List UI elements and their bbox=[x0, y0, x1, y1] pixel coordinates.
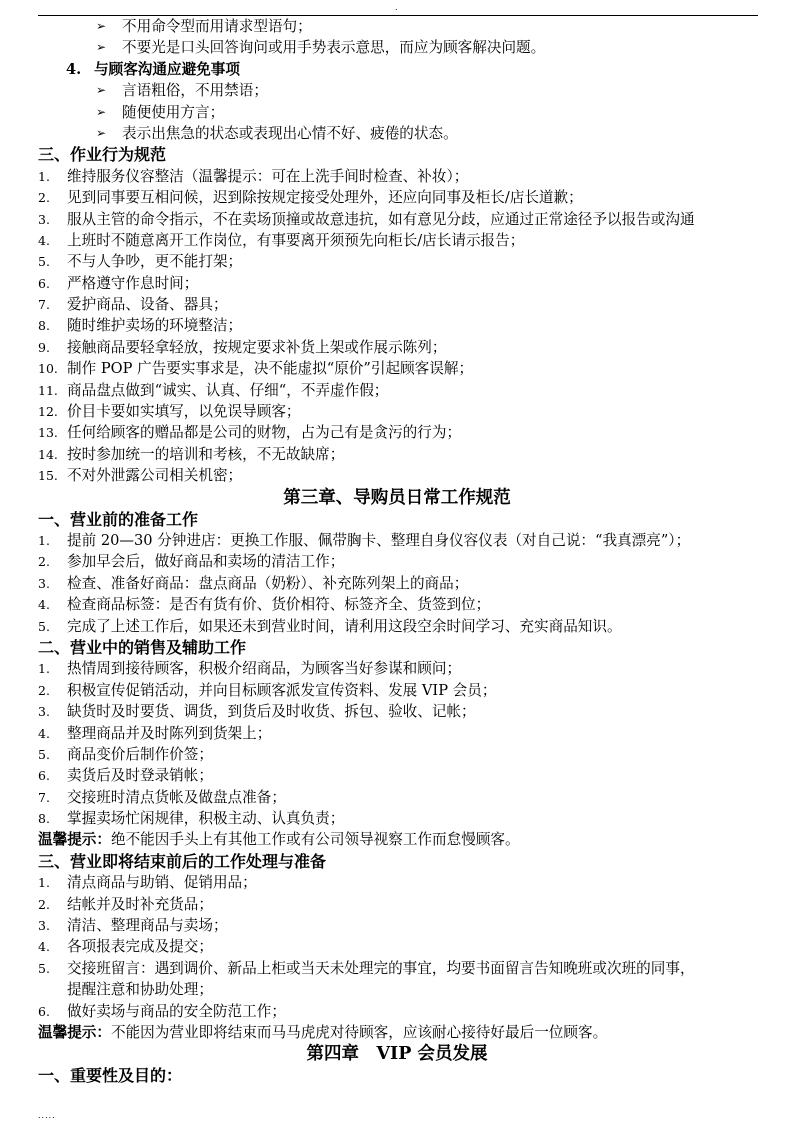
numbered-item bbox=[38, 401, 756, 422]
item-number: 1. bbox=[38, 532, 50, 548]
bullet-text: 不要光是口头回答询问或用手势表示意思，而应为顾客解决问题。 bbox=[122, 39, 546, 57]
numbered-item bbox=[38, 337, 756, 358]
item-text: 参加早会后，做好商品和卖场的清洁工作； bbox=[67, 553, 345, 571]
numbered-item bbox=[38, 872, 756, 893]
item-text: 价目卡要如实填写，以免误导顾客； bbox=[67, 403, 301, 421]
item-number: 9. bbox=[38, 339, 50, 355]
item-continuation bbox=[38, 979, 756, 1000]
item-number: 2. bbox=[38, 190, 50, 206]
bullet-arrow-icon: ➢ bbox=[96, 40, 107, 55]
item-text: 制作 POP 广告要实事求是，决不能虚拟“原价”引起顾客误解； bbox=[67, 360, 474, 378]
numbered-item bbox=[38, 958, 756, 979]
numbered-item bbox=[38, 894, 756, 915]
numbered-item bbox=[38, 594, 756, 615]
item-text: 检查商品标签：是否有货有价、货价相符、标签齐全、货签到位； bbox=[67, 596, 491, 614]
numbered-item bbox=[38, 530, 756, 551]
item-number: 1. bbox=[38, 168, 50, 184]
bullet-text: 随便使用方言； bbox=[122, 103, 225, 121]
item-text: 卖货后及时登录销帐； bbox=[67, 767, 213, 785]
item-number: 11. bbox=[38, 382, 58, 398]
tip-text: 不能因为营业即将结束而马马虎虎对待顾客，应该耐心接待好最后一位顾客。 bbox=[110, 1023, 608, 1041]
item-text: 提醒注意和协助处理； bbox=[67, 981, 213, 999]
item-number: 5. bbox=[38, 618, 50, 634]
item-number: 2. bbox=[38, 682, 50, 698]
item-text: 提前 20—30 分钟进店：更换工作服、佩带胸卡、整理自身仪容仪表（对自己说：“我真漂亮”）； bbox=[67, 531, 691, 549]
item-text: 商品变价后制作价签； bbox=[67, 745, 213, 763]
chapter-heading: 第四章 VIP 会员发展 bbox=[306, 1044, 488, 1065]
item-text: 做好卖场与商品的安全防范工作； bbox=[67, 1002, 286, 1020]
item-number: 15. bbox=[38, 468, 58, 484]
item-number: 7. bbox=[38, 789, 50, 805]
item-number: 7. bbox=[38, 297, 50, 313]
bullet-item bbox=[38, 37, 756, 58]
numbered-item bbox=[38, 273, 756, 294]
document-body bbox=[38, 16, 756, 1087]
numbered-item bbox=[38, 787, 756, 808]
item-text: 缺货时及时要货、调货，到货后及时收货、拆包、验收、记帐； bbox=[67, 703, 476, 721]
numbered-item bbox=[38, 616, 756, 637]
item-text: 热情周到接待顾客，积极介绍商品，为顾客当好参谋和顾问； bbox=[67, 660, 462, 678]
item-number: 6. bbox=[38, 768, 50, 784]
bullet-text: 表示出焦急的状态或表现出心情不好、疲倦的状态。 bbox=[122, 124, 458, 142]
item-text: 掌握卖场忙闲规律，积极主动、认真负责； bbox=[67, 810, 345, 828]
item-text: 完成了上述工作后，如果还未到营业时间，请利用这段空余时间学习、充实商品知识。 bbox=[67, 617, 622, 635]
item-number: 5. bbox=[38, 746, 50, 762]
item-text: 不对外泄露公司相关机密； bbox=[67, 467, 243, 485]
numbered-item bbox=[38, 294, 756, 315]
tip-label: 温馨提示： bbox=[38, 1023, 111, 1041]
item-text: 不与人争吵，更不能打架； bbox=[67, 253, 243, 271]
item-text: 接触商品要轻拿轻放，按规定要求补货上架或作展示陈列； bbox=[67, 338, 447, 356]
item-number: 10. bbox=[38, 361, 58, 377]
bullet-arrow-icon: ➢ bbox=[96, 83, 107, 98]
tip-text: 绝不能因手头上有其他工作或有公司领导视察工作而怠慢顾客。 bbox=[110, 831, 520, 849]
item-number: 2. bbox=[38, 554, 50, 570]
bullet-text: 言语粗俗，不用禁语； bbox=[122, 82, 268, 100]
item-number: 12. bbox=[38, 404, 58, 420]
item-number: 4. bbox=[38, 725, 50, 741]
footer-dots: ..... bbox=[38, 1111, 56, 1120]
bullet-arrow-icon: ➢ bbox=[96, 125, 107, 140]
section-heading: 三、营业即将结束前后的工作处理与准备 bbox=[38, 851, 327, 871]
item-text: 任何给顾客的赠品都是公司的财物，占为己有是贪污的行为； bbox=[67, 424, 462, 442]
numbered-item bbox=[38, 166, 756, 187]
item-text: 积极宣传促销活动，并向目标顾客派发宣传资料、发展 VIP 会员； bbox=[67, 681, 497, 699]
item-number: 6. bbox=[38, 1003, 50, 1019]
item-number: 4. bbox=[38, 232, 50, 248]
item-number: 4. bbox=[38, 939, 50, 955]
item-number: 5. bbox=[38, 960, 50, 976]
numbered-item bbox=[38, 380, 756, 401]
numbered-item bbox=[38, 465, 756, 486]
item-number: 13. bbox=[38, 425, 58, 441]
item-text: 商品盘点做到“诚实、认真、仔细“，不弄虚作假； bbox=[67, 381, 389, 399]
numbered-item bbox=[38, 315, 756, 336]
item-text: 服从主管的命令指示，不在卖场顶撞或故意违抗，如有意见分歧，应通过正常途径予以报告或沟通 bbox=[67, 210, 695, 228]
numbered-item bbox=[38, 658, 756, 679]
bullet-arrow-icon: ➢ bbox=[96, 19, 107, 33]
item-number: 3. bbox=[38, 211, 50, 227]
item-text: 结帐并及时补充货品； bbox=[67, 895, 213, 913]
section-heading: 三、作业行为规范 bbox=[38, 145, 167, 165]
item-text: 见到同事要互相问候，迟到除按规定接受处理外，还应向同事及柜长/店长道歉； bbox=[67, 189, 583, 207]
numbered-item bbox=[38, 444, 756, 465]
item-text: 严格遵守作息时间； bbox=[67, 274, 199, 292]
item-number: 2. bbox=[38, 896, 50, 912]
numbered-item bbox=[38, 1001, 756, 1022]
numbered-item bbox=[38, 808, 756, 829]
item-text: 清洁、整理商品与卖场； bbox=[67, 917, 228, 935]
item-number: 1. bbox=[38, 875, 50, 891]
item-number: 5. bbox=[38, 254, 50, 270]
tip-note bbox=[38, 829, 756, 850]
item-number: 8. bbox=[38, 811, 50, 827]
numbered-item bbox=[38, 680, 756, 701]
numbered-item bbox=[38, 723, 756, 744]
numbered-item bbox=[38, 209, 756, 230]
numbered-item bbox=[38, 251, 756, 272]
numbered-item bbox=[38, 744, 756, 765]
section-heading: 一、重要性及目的： bbox=[38, 1066, 183, 1086]
tip-label: 温馨提示： bbox=[38, 831, 111, 849]
item-number: 3. bbox=[38, 918, 50, 934]
item-text: 维持服务仪容整洁（温馨提示：可在上洗手间时检查、补妆）； bbox=[67, 167, 469, 185]
item-text: 清点商品与助销、促销用品； bbox=[67, 874, 257, 892]
subsection-title: 与顾客沟通应避免事项 bbox=[94, 60, 240, 78]
item-number: 4. bbox=[38, 597, 50, 613]
tip-note bbox=[38, 1022, 756, 1043]
bullet-text: 不用命令型而用请求型语句； bbox=[122, 18, 312, 35]
item-text: 随时维护卖场的环境整洁； bbox=[67, 317, 243, 335]
numbered-item bbox=[38, 765, 756, 786]
numbered-item bbox=[38, 573, 756, 594]
chapter-heading: 第三章、导购员日常工作规范 bbox=[283, 487, 511, 508]
numbered-item bbox=[38, 358, 756, 379]
item-number: 8. bbox=[38, 318, 50, 334]
bullet-item bbox=[38, 16, 756, 37]
bullet-arrow-icon: ➢ bbox=[96, 104, 107, 119]
bullet-item bbox=[38, 123, 756, 144]
subsection-heading bbox=[38, 59, 756, 80]
bullet-item bbox=[38, 102, 756, 123]
item-text: 交接班留言：遇到调价、新品上柜或当天未处理完的事宜，均要书面留言告知晚班或次班的同事， bbox=[67, 959, 695, 977]
item-text: 检查、准备好商品：盘点商品（奶粉）、补充陈列架上的商品； bbox=[67, 574, 469, 592]
numbered-item bbox=[38, 551, 756, 572]
subsection-number: 4. bbox=[66, 60, 82, 78]
numbered-item bbox=[38, 915, 756, 936]
bullet-item bbox=[38, 80, 756, 101]
item-number: 6. bbox=[38, 275, 50, 291]
numbered-item bbox=[38, 187, 756, 208]
header-dot: . bbox=[395, 3, 398, 12]
numbered-item bbox=[38, 701, 756, 722]
numbered-item bbox=[38, 422, 756, 443]
numbered-item bbox=[38, 230, 756, 251]
item-text: 交接班时清点货帐及做盘点准备； bbox=[67, 788, 286, 806]
item-number: 3. bbox=[38, 575, 50, 591]
item-text: 按时参加统一的培训和考核，不无故缺席； bbox=[67, 445, 345, 463]
item-number: 3. bbox=[38, 704, 50, 720]
item-number: 14. bbox=[38, 446, 58, 462]
item-text: 整理商品并及时陈列到货架上； bbox=[67, 724, 272, 742]
section-heading: 一、营业前的准备工作 bbox=[38, 509, 199, 529]
item-text: 上班时不随意离开工作岗位，有事要离开须预先向柜长/店长请示报告； bbox=[67, 231, 525, 249]
numbered-item bbox=[38, 936, 756, 957]
item-number: 1. bbox=[38, 661, 50, 677]
item-text: 各项报表完成及提交； bbox=[67, 938, 213, 956]
item-text: 爱护商品、设备、器具； bbox=[67, 296, 228, 314]
section-heading: 二、营业中的销售及辅助工作 bbox=[38, 637, 247, 657]
